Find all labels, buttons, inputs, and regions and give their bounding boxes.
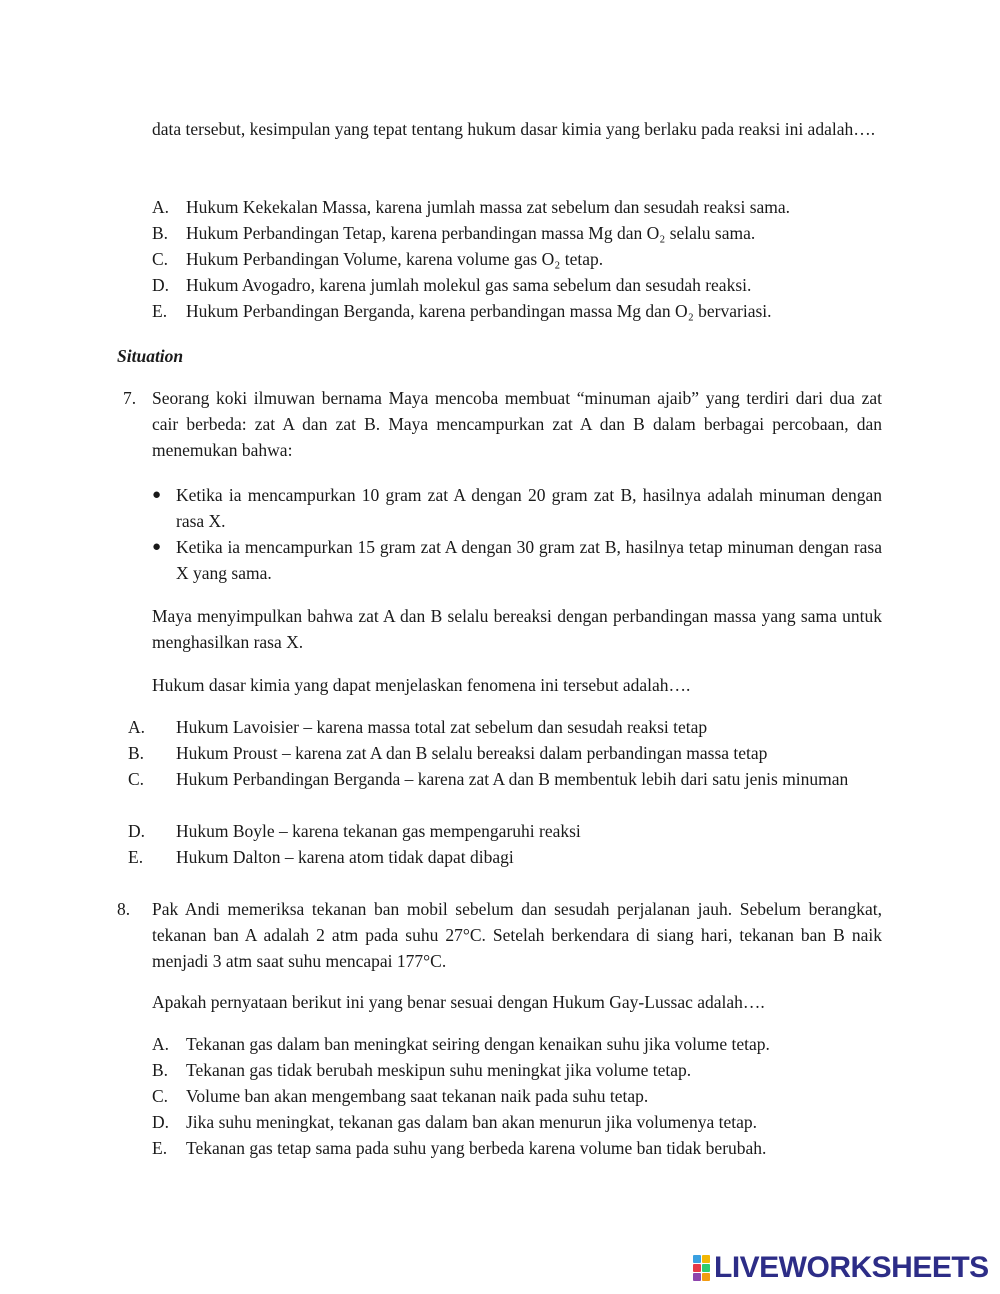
q8-option-b[interactable]: [152, 1057, 691, 1083]
option-label: A.: [152, 197, 170, 217]
option-text: Hukum Perbandingan Tetap, karena perbandingan massa Mg dan O₂ selalu sama.: [186, 223, 756, 243]
option-label: C.: [152, 1086, 169, 1106]
option-label: B.: [152, 1060, 169, 1080]
q6-option-c[interactable]: [152, 246, 603, 272]
option-label: E.: [152, 301, 168, 321]
q7-option-e[interactable]: [128, 844, 882, 870]
q8-option-e[interactable]: [152, 1135, 766, 1161]
q7-stem: Seorang koki ilmuwan bernama Maya mencoba membuat “minuman ajaib” yang terdiri dari dua zat cair berbeda: zat A dan zat B. Maya mencampurkan zat A dan B dalam berbagai percobaan, dan menemukan bahwa:: [152, 388, 882, 460]
logo-square: [693, 1273, 701, 1281]
bullet-icon: ●: [152, 539, 162, 555]
q8-option-a[interactable]: [152, 1031, 770, 1057]
option-text: Hukum Avogadro, karena jumlah molekul gas sama sebelum dan sesudah reaksi.: [186, 275, 752, 295]
q7-bullet-1: [152, 482, 882, 534]
logo-square: [693, 1264, 701, 1272]
option-text: Hukum Dalton – karena atom tidak dapat dibagi: [176, 847, 514, 867]
q8-question: Apakah pernyataan berikut ini yang benar sesuai dengan Hukum Gay-Lussac adalah….: [152, 992, 765, 1012]
q6-stem-continuation: data tersebut, kesimpulan yang tepat tentang hukum dasar kimia yang berlaku pada reaksi ini adalah….: [152, 119, 876, 139]
q7-option-c[interactable]: [128, 766, 882, 792]
q7-conclusion: Maya menyimpulkan bahwa zat A dan B selalu bereaksi dengan perbandingan massa yang sama untuk menghasilkan rasa X.: [152, 606, 882, 652]
liveworksheets-logo[interactable]: [693, 1252, 989, 1284]
option-text: Hukum Kekekalan Massa, karena jumlah massa zat sebelum dan sesudah reaksi sama.: [186, 197, 791, 217]
option-label: B.: [152, 223, 169, 243]
q8-stem: Pak Andi memeriksa tekanan ban mobil sebelum dan sesudah perjalanan jauh. Sebelum berangkat, tekanan ban A adalah 2 atm pada suhu 27°C. Setelah berkendara di siang hari, tekanan ban B naik menjadi 3 atm saat suhu mencapai 177°C.: [152, 899, 882, 971]
logo-text: LIVEWORKSHEETS: [714, 1251, 989, 1284]
q7-option-b[interactable]: [128, 740, 882, 766]
option-label: E.: [128, 847, 144, 867]
logo-square: [702, 1255, 710, 1263]
q6-option-e[interactable]: [152, 298, 772, 324]
situation-heading: Situation: [117, 346, 184, 366]
q6-option-d[interactable]: [152, 272, 751, 298]
option-label: C.: [128, 769, 145, 789]
option-text: Tekanan gas tetap sama pada suhu yang berbeda karena volume ban tidak berubah.: [186, 1138, 767, 1158]
q7-bullet-2: [152, 534, 882, 586]
option-label: E.: [152, 1138, 168, 1158]
option-text: Jika suhu meningkat, tekanan gas dalam ban akan menurun jika volumenya tetap.: [186, 1112, 758, 1132]
option-label: A.: [152, 1034, 170, 1054]
q7-option-a[interactable]: [128, 714, 882, 740]
q7-number: 7.: [123, 388, 137, 408]
option-label: D.: [152, 275, 170, 295]
option-label: A.: [128, 717, 146, 737]
q6-option-a[interactable]: [152, 194, 790, 220]
option-text: Hukum Lavoisier – karena massa total zat sebelum dan sesudah reaksi tetap: [176, 717, 708, 737]
logo-square: [693, 1255, 701, 1263]
option-text: Hukum Perbandingan Berganda, karena perbandingan massa Mg dan O₂ bervariasi.: [186, 301, 772, 321]
option-text: Volume ban akan mengembang saat tekanan naik pada suhu tetap.: [186, 1086, 649, 1106]
q7-question: Hukum dasar kimia yang dapat menjelaskan fenomena ini tersebut adalah….: [152, 675, 691, 695]
q8-option-d[interactable]: [152, 1109, 757, 1135]
option-text: Hukum Proust – karena zat A dan B selalu bereaksi dalam perbandingan massa tetap: [176, 743, 768, 763]
option-text: Tekanan gas dalam ban meningkat seiring dengan kenaikan suhu jika volume tetap.: [186, 1034, 770, 1054]
option-text: Tekanan gas tidak berubah meskipun suhu meningkat jika volume tetap.: [186, 1060, 692, 1080]
option-text: Hukum Perbandingan Volume, karena volume gas O₂ tetap.: [186, 249, 604, 269]
option-label: D.: [128, 821, 146, 841]
logo-square: [702, 1264, 710, 1272]
option-label: C.: [152, 249, 169, 269]
bullet-text: Ketika ia mencampurkan 15 gram zat A dengan 30 gram zat B, hasilnya tetap minuman dengan rasa X yang sama.: [176, 537, 882, 583]
option-text: Hukum Boyle – karena tekanan gas mempengaruhi reaksi: [176, 821, 581, 841]
logo-mark-icon: [693, 1255, 710, 1281]
option-label: D.: [152, 1112, 170, 1132]
bullet-icon: ●: [152, 487, 162, 503]
q8-number: 8.: [117, 899, 131, 919]
option-label: B.: [128, 743, 145, 763]
logo-square: [702, 1273, 710, 1281]
q8-option-c[interactable]: [152, 1083, 648, 1109]
q7-option-d[interactable]: [128, 818, 882, 844]
option-text: Hukum Perbandingan Berganda – karena zat A dan B membentuk lebih dari satu jenis minuman: [176, 769, 849, 789]
bullet-text: Ketika ia mencampurkan 10 gram zat A dengan 20 gram zat B, hasilnya adalah minuman dengan rasa X.: [176, 485, 882, 531]
q6-option-b[interactable]: [152, 220, 755, 246]
